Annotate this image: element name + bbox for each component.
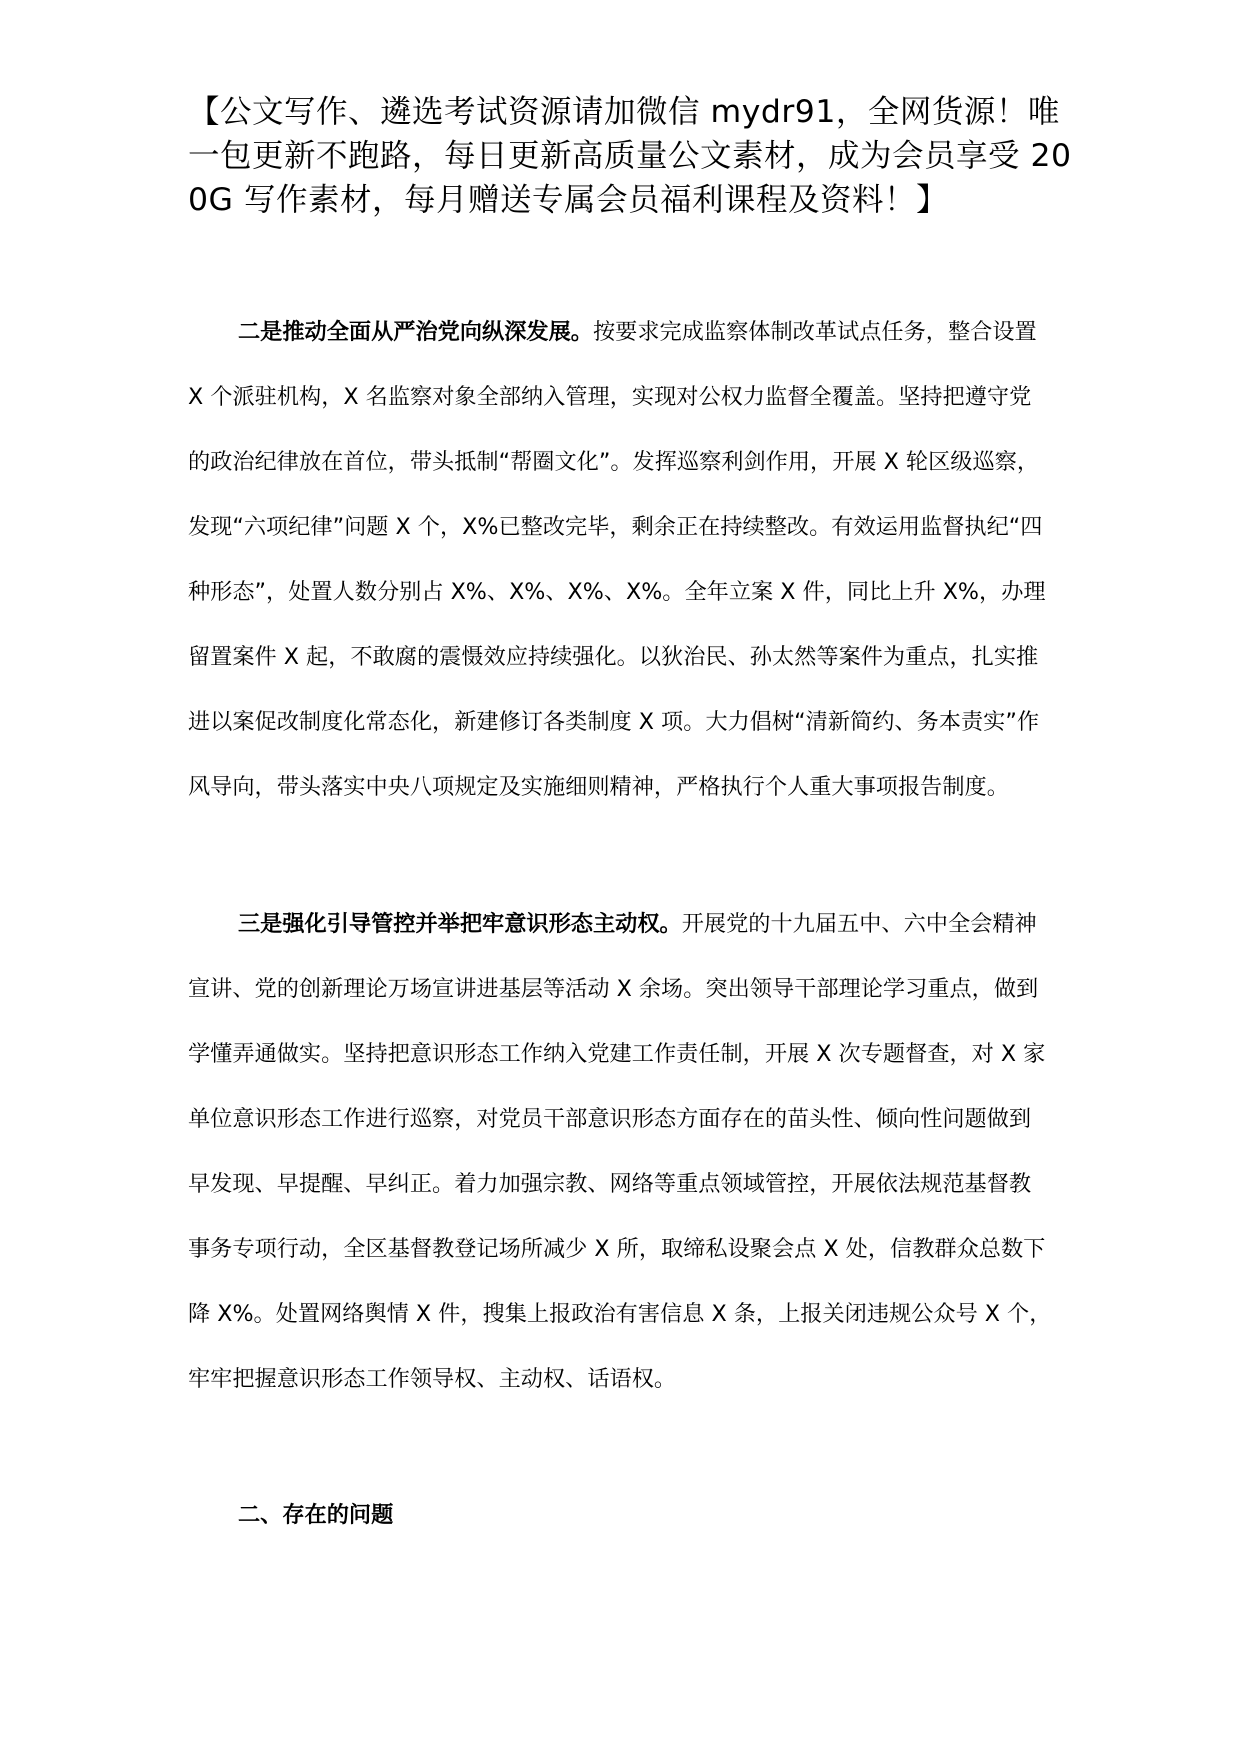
section-heading-problems: 二、存在的问题 <box>238 1502 394 1528</box>
section-body-3: 开展党的十九届五中、六中全会精神宣讲、党的创新理论万场宣讲进基层等活动 X 余场。突出领导干部理论学习重点，做到学懂弄通做实。坚持把意识形态工作纳入党建工作责任制，开展 X 次专题督查，对 X 家单位意识形态工作进行巡察，对党员干部意识形态方面存在的苗头性、倾向性问题做到早发现、早提醒、早纠正。着力加强宗教、网络等重点领域管控，开展依法规范基督教事务专项行动，全区基督教登记场所减少 X 所，取缔私设聚会点 X 处，信教群众总数下降 X%。处置网络舆情 X 件，搜集上报政治有害信息 X 条，上报关闭违规公众号 X 个，牢牢把握意识形态工作领导权、主动权、话语权。 <box>188 911 1052 1392</box>
section-lead-2: 二是推动全面从严治党向纵深发展。 <box>238 319 593 345</box>
section-lead-3: 三是强化引导管控并举把牢意识形态主动权。 <box>238 911 682 937</box>
section-body-2: 按要求完成监察体制改革试点任务，整合设置 X 个派驻机构，X 名监察对象全部纳入管理，实现对公权力监督全覆盖。坚持把遵守党的政治纪律放在首位，带头抵制“帮圈文化”。发挥巡察利剑作用，开展 X 轮区级巡察，发现“六项纪律”问题 X 个，X%已整改完毕，剩余正在持续整改。有效运用监督执纪“四种形态”，处置人数分别占 X%、X%、X%、X%。全年立案 X 件，同比上升 X%，办理留置案件 X 起，不敢腐的震慑效应持续强化。以狄治民、孙太然等案件为重点，扎实推进以案促改制度化常态化，新建修订各类制度 X 项。大力倡树“清新简约、务本责实”作风导向，带头落实中央八项规定及实施细则精神，严格执行个人重大事项报告制度。 <box>188 319 1046 800</box>
promo-banner: 【公文写作、遴选考试资源请加微信 mydr91，全网货源！唯一包更新不跑路，每日更新高质量公文素材，成为会员享受 200G 写作素材，每月赠送专属会员福利课程及资料！】 <box>188 94 1072 218</box>
section-paragraph-2 <box>188 300 1052 820</box>
section-paragraph-3 <box>188 892 1052 1412</box>
